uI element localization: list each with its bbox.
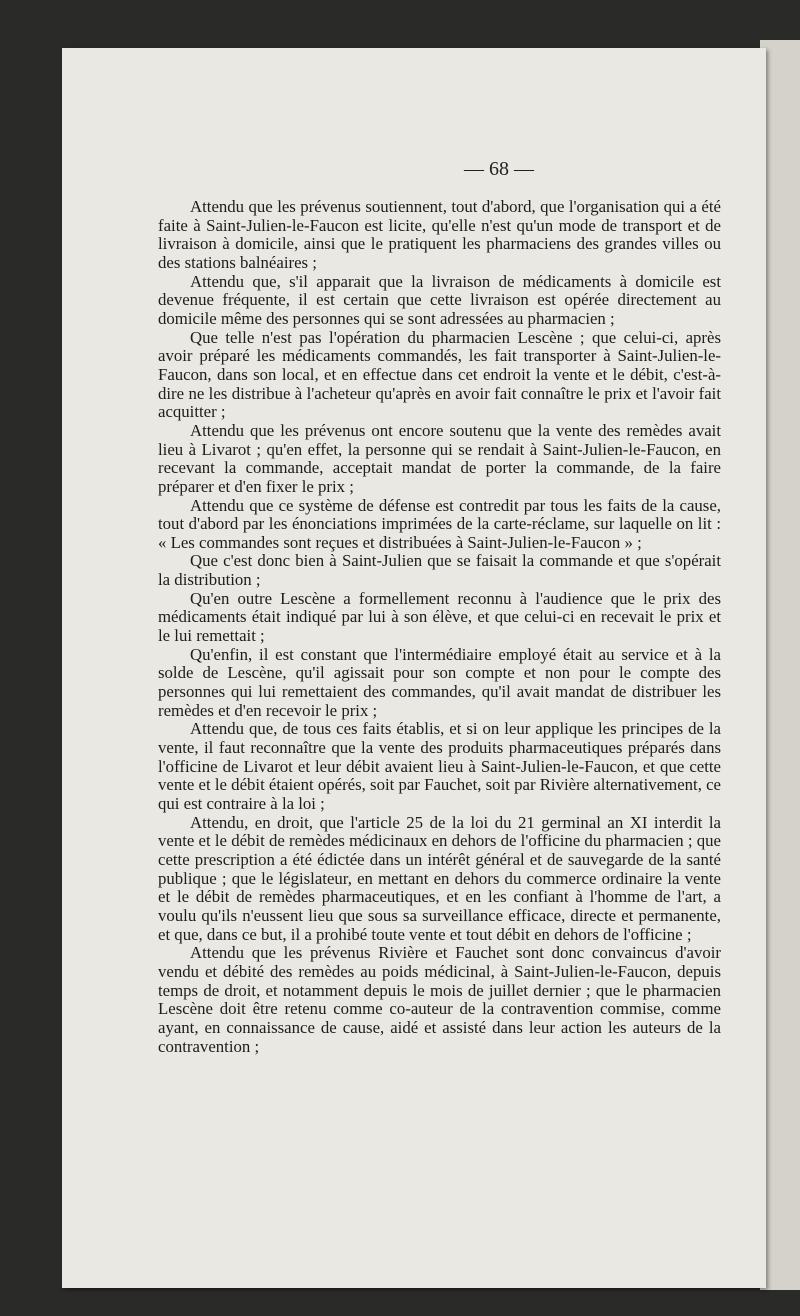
page-number: — 68 —: [464, 158, 534, 180]
paragraph: Attendu que les prévenus ont encore soutenu que la vente des remèdes avait lieu à Livarot ; qu'en effet, la personne qui se rendait à Saint-Julien-le-Faucon, en recevant la commande, acceptait mandat de porter la commande, de la faire préparer et d'en fixer le prix ;: [158, 420, 721, 496]
paragraph: Que c'est donc bien à Saint-Julien que se faisait la commande et que s'opérait la distribution ;: [158, 551, 721, 590]
paragraph: Attendu que, de tous ces faits établis, et si on leur applique les principes de la vente, il faut reconnaître que la vente des produits pharmaceutiques préparés dans l'officine de Livarot et leur débit avaient lieu à Saint-Julien-le-Faucon, et que cette vente et le débit étaient opérés, soit par Fauchet, soit par Rivière alternativement, ce qui est contraire à la loi ;: [158, 719, 721, 813]
book-page: [62, 48, 766, 1288]
paragraph: Que telle n'est pas l'opération du pharmacien Lescène ; que celui-ci, après avoir préparé les médicaments commandés, les fait transporter à Saint-Julien-le-Faucon, dans son local, et en effectue dans cet endroit la vente et le débit, c'est-à-dire ne les distribue à l'acheteur qu'après en avoir fait connaître le prix et l'avoir fait acquitter ;: [158, 327, 721, 422]
paragraph: Attendu que les prévenus Rivière et Fauchet sont donc convaincus d'avoir vendu et débité des remèdes au poids médicinal, à Saint-Julien-le-Faucon, depuis temps de droit, et notamment depuis le mois de juillet dernier ; que le pharmacien Lescène doit être retenu comme co-auteur de la contravention commise, comme ayant, en connaissance de cause, aidé et assisté dans leur action les auteurs de la contravention ;: [158, 943, 721, 1056]
paragraph: Attendu que ce système de défense est contredit par tous les faits de la cause, tout d'abord par les énonciations imprimées de la carte-réclame, sur laquelle on lit : « Les commandes sont reçues et distribuées à Saint-Julien-le-Faucon » ;: [158, 495, 721, 552]
paragraph: Attendu que, s'il apparait que la livraison de médicaments à domicile est devenue fréquente, il est certain que cette livraison est opérée directement au domicile même des personnes qui se sont adressées au pharmacien ;: [158, 271, 721, 328]
adjacent-page-edge: [760, 40, 800, 1290]
paragraph: Attendu, en droit, que l'article 25 de la loi du 21 germinal an XI interdit la vente et le débit de remèdes médicinaux en dehors de l'officine du pharmacien ; que cette prescription a été édictée dans un intérêt général et de sauvegarde de la santé publique ; que le législateur, en mettant en dehors du commerce ordinaire la vente et le débit de remèdes pharmaceutiques, et en les confiant à l'homme de l'art, a voulu qu'ils n'eussent lieu que sous sa surveillance efficace, directe et permanente, et que, dans ce but, il a prohibé toute vente et tout débit en dehors de l'officine ;: [158, 812, 721, 944]
page-body-text: [158, 198, 721, 1056]
paragraph: Qu'enfin, il est constant que l'intermédiaire employé était au service et à la solde de Lescène, qu'il agissait pour son compte et non pour le compte des personnes qui lui remettaient des commandes, qu'il avait mandat de distribuer les remèdes et d'en recevoir le prix ;: [158, 644, 721, 720]
paragraph: Qu'en outre Lescène a formellement reconnu à l'audience que le prix des médicaments était indiqué par lui à son élève, et que celui-ci en recevait le prix et le lui remettait ;: [158, 588, 721, 646]
paragraph: Attendu que les prévenus soutiennent, tout d'abord, que l'organisation qui a été faite à Saint-Julien-le-Faucon est licite, qu'elle n'est qu'un mode de transport et de livraison à domicile, ainsi que le pratiquent les pharmaciens des grandes villes ou des stations balnéaires ;: [158, 197, 721, 272]
